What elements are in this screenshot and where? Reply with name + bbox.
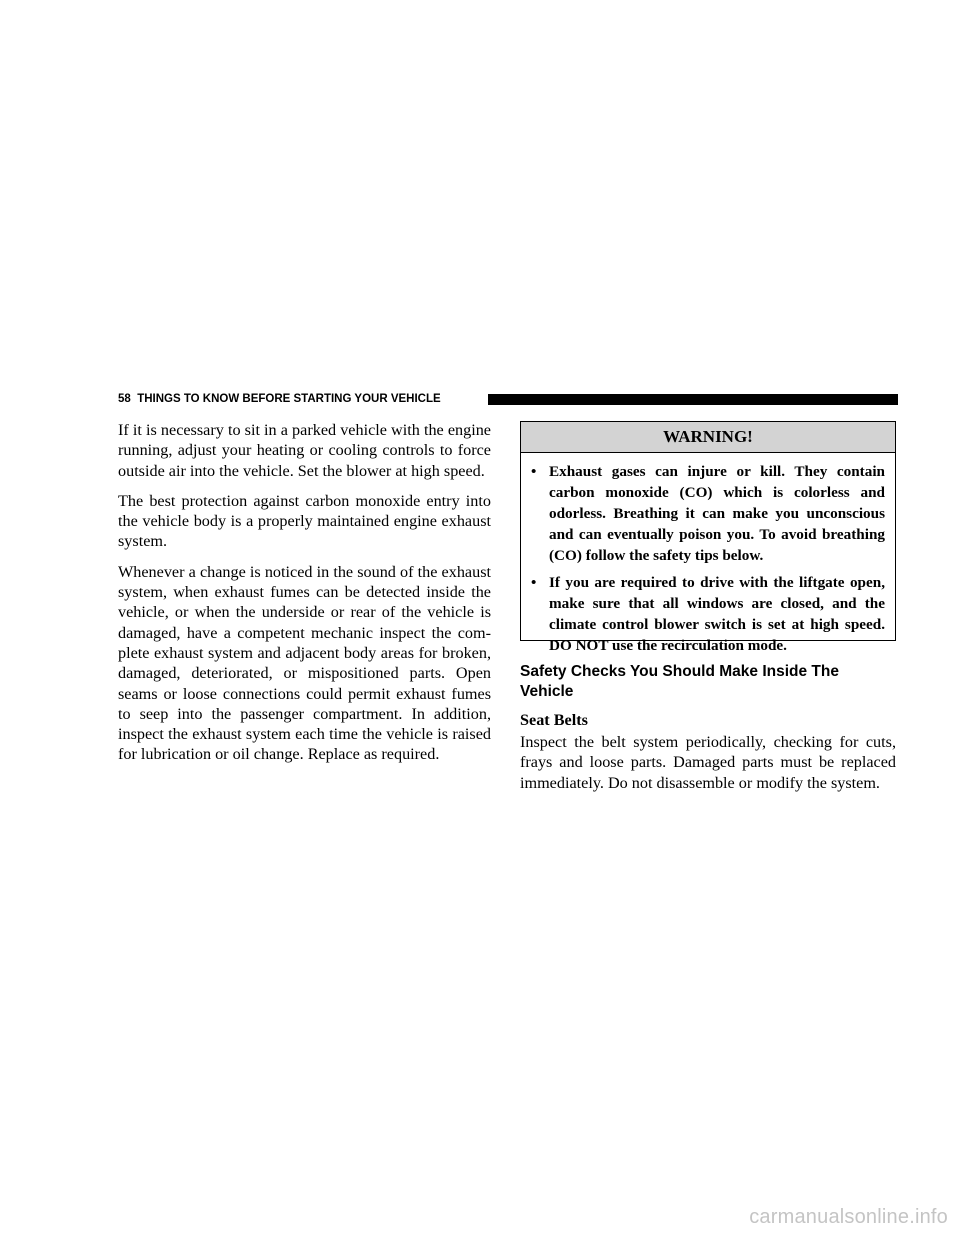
bullet-icon: • [531, 463, 537, 480]
warning-text: Exhaust gases can injure or kill. They contain carbon monoxide (CO) which is colorless and odorless. Breathing it can make you unconscious and can eventually poison you. To avoid breathing (CO) follow the safety tips below. [549, 463, 885, 564]
header-rule [488, 394, 898, 405]
subsection-heading: Seat Belts [520, 711, 588, 729]
warning-item [531, 461, 885, 566]
paragraph: Whenever a change is noticed in the sound of the exhaust system, when exhaust fumes can be detected inside the vehicle, or when the underside or rear of the vehicle is damaged, have a competent mechanic inspect the complete exhaust system and adjacent body areas for broken, damaged, deteriorated, or mispositioned parts. Open seams or loose connections could permit exhaust fumes to seep into the passenger compartment. In addition, inspect the exhaust system each time the vehicle is raised for lubrication or oil change. Replace as required. [118, 562, 491, 764]
running-header [118, 391, 898, 407]
section-heading: Safety Checks You Should Make Inside The Vehicle [520, 663, 839, 700]
left-column [118, 420, 491, 775]
bullet-icon: • [531, 574, 537, 591]
warning-box [520, 421, 896, 654]
paragraph: The best protection against carbon monoxide entry into the vehicle body is a properly maintained engine exhaust system. [118, 491, 491, 551]
warning-title: WARNING! [521, 422, 895, 453]
warning-item [531, 572, 885, 656]
page-number: 58 [118, 393, 131, 405]
header-title: THINGS TO KNOW BEFORE STARTING YOUR VEHICLE [137, 393, 441, 405]
warning-text: If you are required to drive with the liftgate open, make sure that all windows are closed, and the climate control blower switch is set at high speed. DO NOT use the recirculation mode. [549, 574, 885, 654]
paragraph: Inspect the belt system periodically, checking for cuts, frays and loose parts. Damaged parts must be replaced immediately. Do not disassemble or modify the system. [520, 733, 896, 792]
paragraph: If it is necessary to sit in a parked vehicle with the engine running, adjust your heating or cooling controls to force outside air into the vehicle. Set the blower at high speed. [118, 421, 491, 480]
watermark: carmanualsonline.info [749, 1206, 948, 1228]
header-text [118, 391, 441, 407]
warning-list [521, 453, 895, 656]
